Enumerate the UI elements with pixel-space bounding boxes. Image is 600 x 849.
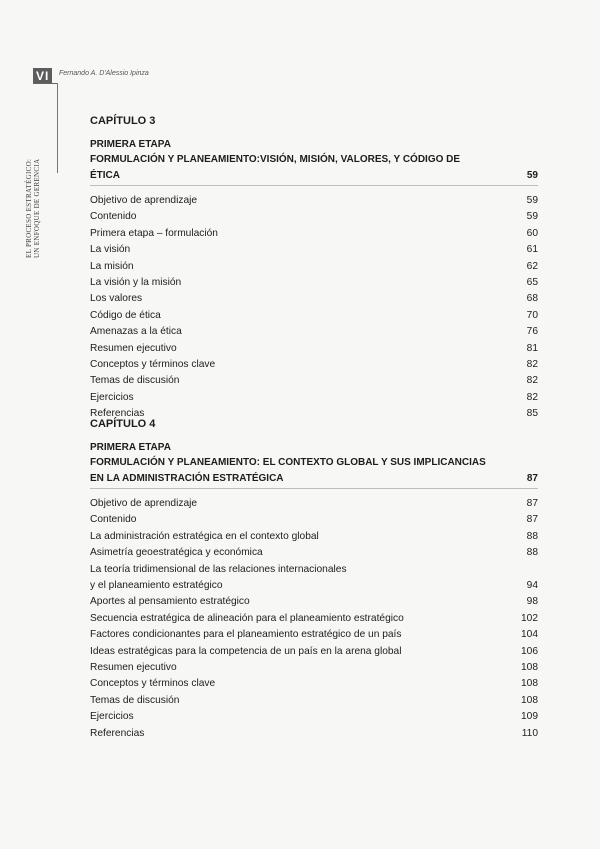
chapter-title	[90, 152, 490, 183]
entry-page: 108	[521, 678, 538, 690]
toc-entry[interactable]	[90, 660, 538, 676]
chapter-4	[90, 417, 538, 742]
entry-page: 87	[526, 514, 538, 526]
toc-entry[interactable]	[90, 545, 538, 561]
toc-entry[interactable]	[90, 529, 538, 545]
entry-label: Ejercicios	[90, 711, 134, 723]
toc-entry[interactable]	[90, 496, 538, 512]
chapter-title-line: EN LA ADMINISTRACIÓN ESTRATÉGICA	[90, 472, 284, 484]
toc-entry[interactable]	[90, 676, 538, 692]
toc-entry[interactable]	[90, 373, 538, 389]
entry-label: Resumen ejecutivo	[90, 342, 177, 354]
toc-entry[interactable]	[90, 308, 538, 324]
entry-label: y el planeamiento estratégico	[90, 580, 223, 592]
entry-page: 82	[526, 359, 538, 371]
entry-label: La misión	[90, 260, 134, 272]
entry-page: 85	[526, 408, 538, 420]
toc-entry[interactable]	[90, 512, 538, 528]
chapter-title-row	[90, 455, 538, 489]
toc-entry[interactable]	[90, 390, 538, 406]
side-book-title	[25, 159, 41, 258]
entry-page: 82	[526, 391, 538, 403]
toc-entry[interactable]	[90, 275, 538, 291]
entry-page: 108	[521, 662, 538, 674]
entry-page: 88	[526, 530, 538, 542]
entry-label: Ejercicios	[90, 391, 134, 403]
toc-entry[interactable]	[90, 341, 538, 357]
entry-label: Amenazas a la ética	[90, 326, 182, 338]
entry-label: Referencias	[90, 727, 145, 739]
toc-entry[interactable]	[90, 627, 538, 643]
toc-entry[interactable]	[90, 709, 538, 725]
entry-page: 106	[521, 645, 538, 657]
toc-entry[interactable]	[90, 357, 538, 373]
entry-label: Código de ética	[90, 309, 161, 321]
entry-label: Temas de discusión	[90, 375, 180, 387]
entry-page: 104	[521, 629, 538, 641]
entry-page: 68	[526, 293, 538, 305]
toc-entry[interactable]	[90, 324, 538, 340]
entry-label: Conceptos y términos clave	[90, 359, 216, 371]
header-rule	[33, 83, 58, 84]
chapter-title	[90, 455, 490, 486]
chapter-stage: PRIMERA ETAPA	[90, 139, 171, 150]
page-number: VI	[33, 68, 52, 83]
entry-page: 108	[521, 694, 538, 706]
toc-entry[interactable]	[90, 693, 538, 709]
entry-page: 102	[521, 612, 538, 624]
side-title-line-1: EL PROCESO ESTRATÉGICO:	[25, 158, 33, 258]
entry-label: Secuencia estratégica de alineación para el planeamiento estratégico	[90, 612, 404, 624]
side-title-line-2: UN ENFOQUE DE GERENCIA	[33, 158, 41, 258]
entry-page: 81	[526, 342, 538, 354]
entry-label: Objetivo de aprendizaje	[90, 195, 198, 206]
entry-page: 60	[526, 227, 538, 239]
entry-label: Temas de discusión	[90, 694, 180, 706]
chapter-title-line: FORMULACIÓN Y PLANEAMIENTO: EL CONTEXTO GLOBAL Y SUS IMPLICANCIAS	[90, 457, 486, 468]
toc-entry[interactable]	[90, 226, 538, 242]
toc-entry[interactable]	[90, 291, 538, 307]
chapter-3	[90, 114, 538, 423]
toc-entry[interactable]	[90, 611, 538, 627]
entry-label: Los valores	[90, 293, 143, 305]
entry-label: La visión y la misión	[90, 277, 182, 289]
entry-label: Asimetría geoestratégica y económica	[90, 547, 263, 559]
entry-page: 110	[521, 727, 538, 739]
entry-page: 87	[526, 498, 538, 509]
toc-entry[interactable]	[90, 193, 538, 209]
entry-page: 94	[526, 580, 538, 592]
entry-page: 62	[526, 260, 538, 272]
entry-label: La administración estratégica en el contexto global	[90, 530, 319, 542]
entry-list	[90, 193, 538, 423]
entry-label: Aportes al pensamiento estratégico	[90, 596, 250, 608]
entry-label: Conceptos y términos clave	[90, 678, 216, 690]
chapter-label: CAPÍTULO 4	[90, 418, 156, 430]
chapter-title-page[interactable]: 87	[526, 472, 538, 484]
entry-label: Factores condicionantes para el planeamiento estratégico de un país	[90, 629, 402, 641]
entry-page: 59	[526, 211, 538, 223]
entry-label: Referencias	[90, 408, 145, 420]
entry-page: 61	[526, 244, 538, 256]
toc-entry[interactable]	[90, 644, 538, 660]
entry-page: 59	[526, 195, 538, 206]
chapter-title-page[interactable]: 59	[526, 169, 538, 181]
chapter-label: CAPÍTULO 3	[90, 115, 156, 127]
entry-page: 70	[526, 309, 538, 321]
side-rule	[57, 83, 58, 173]
entry-label: Contenido	[90, 514, 137, 526]
chapter-title-line: FORMULACIÓN Y PLANEAMIENTO:VISIÓN, MISIÓN, VALORES, Y CÓDIGO DE ÉTICA	[90, 154, 461, 181]
toc-entry[interactable]	[90, 578, 538, 594]
toc-entry[interactable]	[90, 209, 538, 225]
entry-label: Ideas estratégicas para la competencia de un país en la arena global	[90, 645, 402, 657]
entry-page: 98	[526, 596, 538, 608]
toc-entry[interactable]	[90, 259, 538, 275]
entry-label: Objetivo de aprendizaje	[90, 498, 198, 509]
toc-entry[interactable]	[90, 594, 538, 610]
chapter-stage: PRIMERA ETAPA	[90, 442, 171, 453]
entry-page: 88	[526, 547, 538, 559]
entry-page: 82	[526, 375, 538, 387]
toc-entry[interactable]	[90, 242, 538, 258]
entry-page: 65	[526, 277, 538, 289]
toc-entry[interactable]	[90, 726, 538, 742]
entry-label: Primera etapa – formulación	[90, 227, 218, 239]
entry-label: La teoría tridimensional de las relaciones internacionales	[90, 563, 347, 575]
entry-label: Contenido	[90, 211, 137, 223]
entry-page: 76	[526, 326, 538, 338]
entry-page: 109	[521, 711, 538, 723]
running-head-author: Fernando A. D'Alessio Ipinza	[59, 70, 149, 77]
toc-entry[interactable]	[90, 562, 538, 578]
entry-list	[90, 496, 538, 742]
entry-label: Resumen ejecutivo	[90, 662, 177, 674]
chapter-title-row	[90, 152, 538, 186]
entry-label: La visión	[90, 244, 131, 256]
